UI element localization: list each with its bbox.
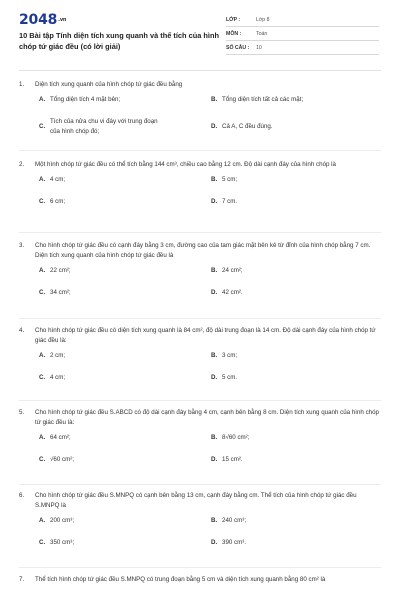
answer-options [39,351,381,383]
option-text: Tổng diện tích 4 mặt bên; [50,96,121,103]
option-letter: D. [211,374,218,381]
meta-row-count [226,41,379,55]
meta-table [226,13,379,55]
option-a[interactable] [39,175,211,185]
meta-row-class [226,13,379,27]
option-text: 22 cm²; [50,267,71,274]
question-stem [19,160,381,170]
logo-main: 2048 [19,12,58,28]
option-letter: A. [39,434,46,441]
option-letter: A. [39,517,46,524]
option-text: 2 cm; [50,352,66,359]
option-letter: B. [211,96,218,103]
question-divider [19,318,381,319]
option-letter: D. [211,289,218,296]
question-4 [19,326,381,383]
option-c[interactable] [39,538,211,548]
question-divider [19,567,381,568]
answer-options [39,175,381,207]
meta-key: LỚP : [226,16,241,23]
option-d[interactable] [211,538,383,548]
logo-suffix: .vn [58,17,67,23]
option-text: 7 cm. [222,198,238,205]
option-text: 390 cm³. [222,539,247,546]
option-c[interactable] [39,288,211,298]
option-b[interactable] [211,266,383,276]
option-letter: D. [211,539,218,546]
question-stem [19,241,381,261]
question-number: 3. [19,242,25,249]
option-b[interactable] [211,351,383,361]
option-letter: B. [211,434,218,441]
option-text: 200 cm³; [50,517,75,524]
option-b[interactable] [211,95,383,105]
question-2 [19,160,381,207]
question-divider [19,400,381,401]
option-letter: A. [39,96,46,103]
option-text: 3 cm; [222,352,238,359]
question-number: 1. [19,81,25,88]
question-divider [19,150,381,151]
question-number: 2. [19,161,25,168]
page-title: 10 Bài tập Tính diện tích xung quanh và thể tích của hình chóp tứ giác đều (có lời giải) [19,31,219,51]
question-5 [19,408,381,465]
option-text: 42 cm². [222,289,243,296]
question-text: Một hình chóp tứ giác đều có thể tích bằng 144 cm³, chiều cao bằng 12 cm. Độ dài cạnh đáy của hình chóp là [35,161,336,168]
option-b[interactable] [211,516,383,526]
option-text: 4 cm; [50,374,66,381]
option-c[interactable] [39,197,211,207]
site-logo[interactable] [19,12,66,28]
meta-value: 10 [256,44,262,51]
option-b[interactable] [211,175,383,185]
meta-key: SỐ CÂU : [226,44,250,51]
option-d[interactable] [211,117,383,137]
option-text: 24 cm²; [222,267,243,274]
meta-value: Toán [256,30,268,37]
option-letter: C. [39,374,46,381]
option-text: 240 cm³; [222,517,247,524]
answer-options [39,516,381,548]
option-letter: B. [211,517,218,524]
question-number: 7. [19,576,25,583]
option-d[interactable] [211,197,383,207]
question-divider [19,484,381,485]
meta-key: MÔN : [226,30,242,37]
option-a[interactable] [39,266,211,276]
option-d[interactable] [211,288,383,298]
option-letter: C. [39,289,46,296]
answer-options [39,433,381,465]
option-letter: D. [211,456,218,463]
option-letter: A. [39,176,46,183]
question-stem [19,575,381,585]
question-1 [19,80,381,137]
option-text: 15 cm². [222,456,243,463]
question-number: 5. [19,409,25,416]
option-a[interactable] [39,351,211,361]
question-text: Cho hình chóp tứ giác đều S.ABCD có độ dài cạnh đáy bằng 4 cm, cạnh bên bằng 8 cm. Diện tích xung quanh của hình chóp tứ giác đều là: [35,409,379,426]
question-6 [19,491,381,548]
option-letter: C. [39,539,46,546]
option-text: Tích của nửa chu vi đáy với trung đoạn của hình chóp đó; [50,118,158,135]
option-text: √60 cm²; [50,456,75,463]
answer-options [39,266,381,298]
option-text: 64 cm²; [50,434,71,441]
option-letter: D. [211,123,218,130]
option-text: Tổng diện tích tất cả các mặt; [222,96,304,103]
meta-row-subject [226,27,379,41]
option-text: 350 cm³; [50,539,75,546]
option-d[interactable] [211,373,383,383]
option-letter: C. [39,198,46,205]
option-text: 5 cm. [222,374,238,381]
option-text: 4 cm; [50,176,66,183]
answer-options [39,95,381,137]
question-text: Cho hình chóp tứ giác đều có diện tích xung quanh là 84 cm², độ dài trung đoạn là 14 cm. Độ dài cạnh đáy của hình chóp tứ giác đều là: [35,327,376,344]
option-letter: A. [39,267,46,274]
option-letter: A. [39,352,46,359]
question-number: 4. [19,327,25,334]
option-letter: B. [211,176,218,183]
option-letter: C. [39,456,46,463]
question-text: Thể tích hình chóp tứ giác đều S.MNPQ có trung đoạn bằng 5 cm và diện tích xung quanh bằng 80 cm² là [35,576,326,583]
question-text: Cho hình chóp tứ giác đều S.MNPQ có cạnh bên bằng 13 cm, cạnh đáy bằng cm. Thể tích của hình chóp tứ giác đều S.MNPQ là [35,492,357,509]
option-d[interactable] [211,455,383,465]
option-a[interactable] [39,433,211,443]
option-c[interactable] [39,117,167,137]
question-stem [19,491,381,511]
option-letter: B. [211,267,218,274]
option-text: 5 cm; [222,176,238,183]
option-c[interactable] [39,455,211,465]
question-stem [19,408,381,428]
option-letter: C. [39,123,46,130]
question-text: Cho hình chóp tứ giác đều có cạnh đáy bằng 3 cm, đường cao của tam giác mặt bên kẻ từ đỉnh của hình chóp bằng 7 cm. Diện tích xung quanh của hình chóp tứ giác đều là [35,242,371,259]
question-stem [19,326,381,346]
option-text: 6 cm; [50,198,66,205]
option-text: 8√60 cm²; [222,434,250,441]
option-a[interactable] [39,95,211,105]
question-divider [19,232,381,233]
option-letter: D. [211,198,218,205]
question-number: 6. [19,492,25,499]
meta-value: Lớp 8 [256,16,270,23]
option-text: 34 cm²; [50,289,71,296]
question-3 [19,241,381,298]
option-text: Cả A, C đều đúng. [222,123,273,130]
option-letter: B. [211,352,218,359]
question-text: Diện tích xung quanh của hình chóp tứ giác đều bằng [35,81,183,88]
question-7 [19,575,381,585]
header-divider [19,70,381,71]
option-b[interactable] [211,433,383,443]
option-c[interactable] [39,373,211,383]
option-a[interactable] [39,516,211,526]
question-stem [19,80,381,90]
